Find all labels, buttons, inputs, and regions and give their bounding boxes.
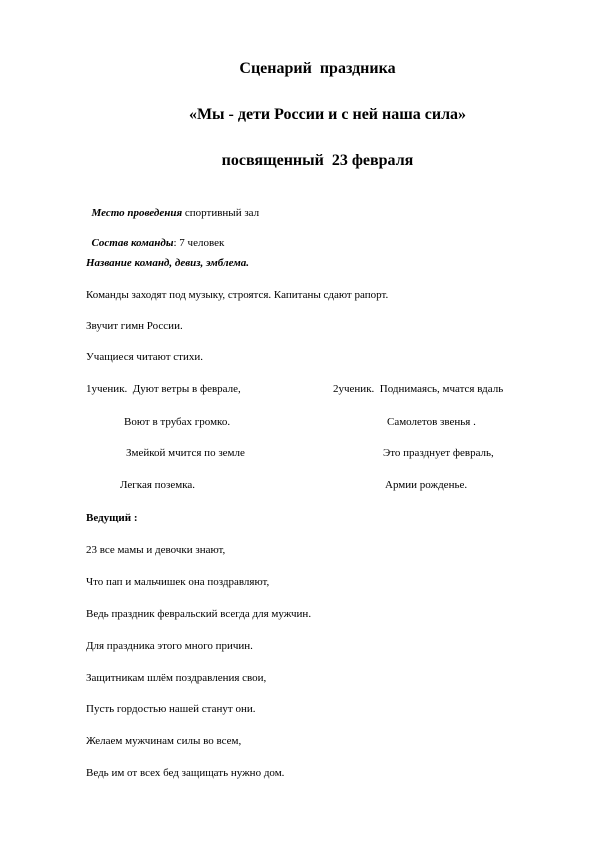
poem-left-3: Змейкой мчится по земле <box>126 447 245 459</box>
poem-right-2: Самолетов звенья . <box>387 416 476 428</box>
host-line-4: Для праздника этого много причин. <box>86 640 253 652</box>
host-line-7: Желаем мужчинам силы во всем, <box>86 735 242 747</box>
host-line-6: Пусть гордостью нашей станут они. <box>86 703 256 715</box>
poem-left-2: Воют в трубах громко. <box>124 416 231 428</box>
host-line-2: Что пап и мальчишек она поздравляют, <box>86 576 270 588</box>
poem-right-3: Это празднует февраль, <box>383 447 494 459</box>
host-label: Ведущий : <box>86 512 138 524</box>
host-line-8: Ведь им от всех бед защищать нужно дом. <box>86 767 285 779</box>
poem-right-1: 2ученик. Поднимаясь, мчатся вдаль <box>333 383 504 395</box>
team-line <box>86 225 224 249</box>
team-name-line: Название команд, девиз, эмблема. <box>86 257 249 269</box>
poem-left-1: 1ученик. Дуют ветры в феврале, <box>86 383 241 395</box>
place-label: Место проведения <box>91 207 183 219</box>
host-line-1: 23 все мамы и девочки знают, <box>86 544 226 556</box>
team-value: : 7 человек <box>173 237 225 249</box>
team-label: Состав команды <box>91 237 174 249</box>
doc-title: Сценарий праздника <box>239 60 396 77</box>
host-line-5: Защитникам шлём поздравления свои, <box>86 672 267 684</box>
host-line-3: Ведь праздник февральский всегда для мужчин. <box>86 608 312 620</box>
poem-left-4: Легкая поземка. <box>120 479 196 491</box>
doc-subtitle: «Мы - дети России и с ней наша сила» <box>188 106 467 123</box>
place-line <box>86 195 259 219</box>
paragraph-1: Команды заходят под музыку, строятся. Капитаны сдают рапорт. <box>86 289 389 301</box>
poem-right-4: Армии рожденье. <box>385 479 468 491</box>
doc-dedication: посвященный 23 февраля <box>221 152 414 169</box>
place-value: спортивный зал <box>182 207 260 219</box>
paragraph-2: Звучит гимн России. <box>86 320 183 332</box>
paragraph-3: Учащиеся читают стихи. <box>86 351 203 363</box>
